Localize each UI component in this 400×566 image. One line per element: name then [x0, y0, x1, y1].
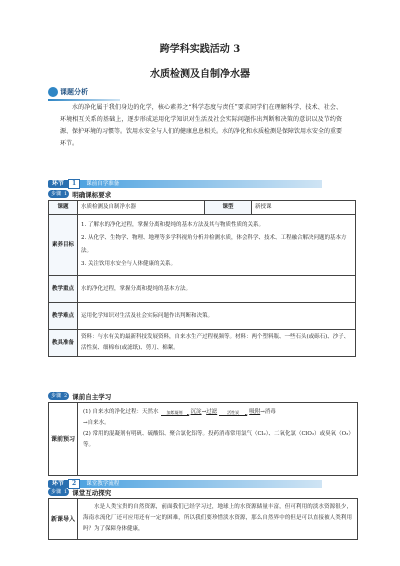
- table-cell-type: 新授课: [252, 201, 356, 215]
- table-cell-goals: [78, 215, 356, 276]
- page-subtitle: 水质检测及自制净水器: [150, 69, 250, 80]
- lesson-table: [48, 200, 356, 357]
- analysis-tag: [48, 86, 88, 98]
- intro-label: 新课导入: [49, 499, 78, 539]
- section-label: 环节: [48, 480, 68, 488]
- step-title: 课前自主学习: [72, 392, 112, 401]
- flow-arrow: [161, 410, 189, 416]
- step-label: 步骤: [48, 488, 64, 496]
- preview-box: [48, 402, 358, 476]
- divider: [48, 99, 120, 101]
- section-number: 2: [68, 479, 80, 489]
- flow-start: (1) 自来水的净化过程：天然水: [83, 409, 159, 415]
- preview-content: [78, 403, 357, 475]
- step-title: 明确课标要求: [72, 190, 112, 199]
- section-name: 课前自学准备: [80, 180, 322, 188]
- step-title: 课堂互动探究: [72, 488, 112, 497]
- flow-arrow: →: [201, 409, 207, 415]
- step-label: 步骤: [48, 392, 64, 400]
- step-header-3: [48, 488, 111, 496]
- page-title: 跨学科实践活动 3: [159, 44, 241, 55]
- table-header-prep: 教具准备: [49, 330, 78, 357]
- table-cell-key: 水的净化过程，掌握分离和提纯的基本方法。: [78, 276, 356, 303]
- preview-text-2: (2) 常用的混凝剂有明矾、硫酸铝、聚合氯化铝等。投药消毒常用氯气（Cl₂）、二氧化氯（ClO₂）或臭氧（O₃）等。: [83, 431, 352, 448]
- table-header-type: 课型: [205, 201, 252, 215]
- intro-box: [48, 498, 358, 540]
- answer-blank: 沉淀: [190, 409, 202, 415]
- step-label: 步骤: [48, 190, 64, 198]
- step-header-2: [48, 392, 111, 400]
- section-label: 环节: [48, 180, 68, 188]
- goal-item: 3. 关注饮用水安全与人体健康的关系。: [81, 261, 176, 267]
- table-header-goals: 素养目标: [49, 215, 78, 276]
- analysis-tag-label: 课题分析: [60, 87, 88, 96]
- table-header-topic: 课题: [49, 201, 78, 215]
- goal-item: 1. 了解水的净化过程，掌握分离和提纯的基本方法及其与物质性质的关系。: [81, 222, 264, 228]
- step-number: 1: [64, 191, 68, 197]
- answer-blank: 吸附: [249, 409, 261, 415]
- section-header-1: [48, 180, 322, 188]
- table-cell-difficulty: 运用化学知识对生活及社会实际问题作出判断和决策。: [78, 303, 356, 330]
- step-header-1: [48, 190, 111, 198]
- table-header-difficulty: 教学难点: [49, 303, 78, 330]
- bullet-icon: [48, 87, 58, 97]
- section-number: 1: [68, 179, 80, 189]
- step-number: 1: [64, 489, 68, 495]
- goal-item: 2. 从化学、生物学、物理、地理等多学科视角分析并检测水质，体会科学、技术、工程融合解决问题的基本方法。: [81, 235, 347, 254]
- flow-continuation: →自来水。: [83, 420, 110, 426]
- table-cell-topic: 水质检测及自制净水器: [78, 201, 205, 215]
- flow-arrow: [219, 410, 247, 416]
- analysis-text: 水的净化属于我们身边的化学，核心素养之“科学态度与责任”要求同学们在理解科学、技术、社会、环境相互关系的基础上，逐步形成运用化学知识对生活及社会实际问题作出判断和决策的意识以及节约资源、保护环境的习惯等。饮用水安全与人们的健康息息相关。水的净化和水质检测是保障饮用水安全的重要环节。: [60, 104, 343, 147]
- purification-flow: [83, 407, 352, 418]
- table-header-key: 教学重点: [49, 276, 78, 303]
- section-name: 课堂教学流程: [80, 480, 322, 488]
- step-number: 2: [64, 393, 68, 399]
- arrow-label: 活性炭: [227, 409, 240, 415]
- intro-text: 水是人类宝贵的自然资源，前面我们已经学习过，地球上的水资源储量丰富，但可利用的淡水资源很少，海南水流化厂还可应用还有一定的困难，所以我们要珍惜淡水资源，那么自然界中的但是可以直接被人类利用吗？为了保障身体健康，: [83, 504, 352, 532]
- arrow-label: 加絮凝剂: [166, 409, 183, 415]
- preview-label: 课前预习: [49, 403, 78, 475]
- answer-blank: 过滤: [206, 409, 218, 415]
- table-cell-prep: 资料：与水有关的最新科技发展资料，自来水生产过程视频等。材料：两个塑料瓶、一些石头(或砾石)、沙子、活性炭、细棉布(或滤纸)、剪刀、棉絮。: [78, 330, 356, 357]
- flow-end: →消毒: [260, 409, 276, 415]
